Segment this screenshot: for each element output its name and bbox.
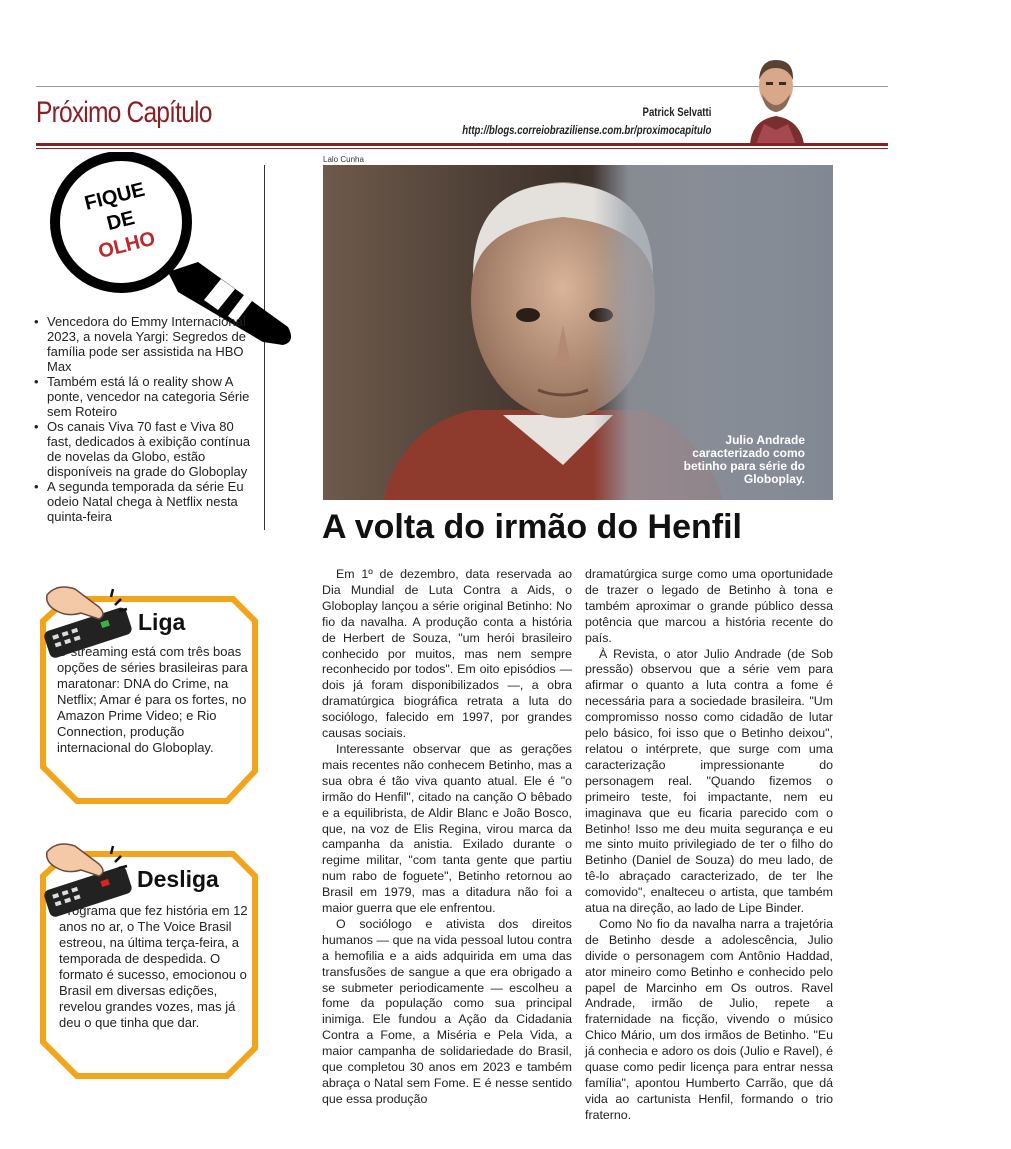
article-column-1 [322, 567, 572, 1108]
article-photo [323, 165, 833, 500]
desliga-box [37, 836, 259, 1079]
fique-list [34, 314, 256, 524]
paragraph: O sociólogo e ativista dos direitos humanos — que na vida pessoal lutou contra a hemofilia e a aids adquirida em uma das transfusões de sangue a que era obrigado a se submeter periodicamente — escolheu a fome da população como sua principal inimiga. Ele fundou a Ação da Cidadania Contra a Fome, a Miséria e Pela Vida, a maior campanha de solidariedade do Brasil, que completou 30 anos em 2023 e também abraça o Natal sem Fome. E é nesse sentido que essa produção [322, 916, 572, 1106]
desliga-body: Programa que fez história em 12 anos no ar, o The Voice Brasil estreou, na última terça-feira, a temporada de despedida. O formato é sucesso, emocionou o Brasil em diversas edições, revelou grandes vozes, mas já deu o que tinha que dar. [59, 903, 248, 1030]
section-title: Próximo Capítulo [36, 96, 212, 129]
header-rule-bottom [36, 143, 888, 146]
list-item: • Vencedora do Emmy Internacional 2023, a novela Yargi: Segredos de família pode ser assistida na HBO Max [34, 314, 256, 374]
blog-url[interactable]: http://blogs.correiobraziliense.com.br/proximocapitulo [461, 123, 711, 137]
list-item: • Também está lá o reality show A ponte, vencedor na categoria Série sem Roteiro [34, 374, 256, 419]
badge-line-1: FIQUE [82, 178, 148, 215]
liga-body: O streaming está com três boas opções de séries brasileiras para maratonar: DNA do Crime, na Netflix; Amar é para os fortes, no Amazon Prime Video; e Rio Connection, produção internacional do Globoplay. [57, 644, 248, 755]
badge-line-2: DE [104, 206, 137, 236]
paragraph: À Revista, o ator Julio Andrade (de Sob pressão) observou que a série vem para afirmar o quanto a luta contra a fome é necessária para a sociedade brasileira. "Um compromisso nosso como cidadão de lutar pelo básico, foi isso que o Betinho deixou", relatou o intérprete, que surge com uma caracterização impressionante do personagem real. "Quando fizemos o primeiro teste, foi impactante, nem eu imaginava que eu ficaria parecido com o Betinho! Isso me deu muita segurança e eu me sinto muito privilegiado de ter o filho do Betinho (Daniel de Souza) do meu lado, de tê-lo abraçado caracterizado, de ter lhe comovido", enalteceu o artista, que também atua na direção, ao lado de Lipe Binder. [585, 646, 833, 916]
paragraph: Em 1º de dezembro, data reservada ao Dia Mundial de Luta Contra a Aids, o Globoplay lançou a série original Betinho: No fio da navalha. A produção conta a história de Herbert de Souza, "um herói brasileiro conhecido por muitos, mas nem sempre reconhecido por todos". Em oito episódios — dois já foram disponibilizados —, a obra dramatúrgica biográfica retrata a luta do sociólogo, falecido em 1997, por grandes causas sociais. [322, 567, 572, 741]
liga-text [57, 644, 255, 756]
article-headline: A volta do irmão do Henfil [322, 508, 742, 546]
article-column-2 [585, 567, 833, 1124]
columnist-name: Patrick Selvatti [642, 105, 711, 119]
liga-box [37, 581, 259, 806]
list-item: • Os canais Viva 70 fast e Viva 80 fast, dedicados à exibição contínua de novelas da Globo, estão disponíveis na grade do Globoplay [34, 419, 256, 479]
paragraph: Interessante observar que as gerações mais recentes não conhecem Betinho, mas a sua obra é tão viva quanto atual. Ele é "o irmão do Henfil", citado na canção O bêbado e a equilibrista, de Aldir Blanc e João Bosco, que, na voz de Elis Regina, virou marca da campanha da anistia. Exilado durante o regime militar, "com tanta gente que partiu num rabo de foguete", Betinho retornou ao Brasil em 1979, mas a ditadura não foi a maior guerra que ele enfrentou. [322, 741, 572, 916]
badge-line-3: OLHO [96, 227, 158, 263]
photo-caption: Julio Andrade caracterizado como betinho para série do Globoplay. [683, 433, 805, 486]
desliga-title: Desliga [137, 866, 219, 892]
columnist-block [462, 105, 711, 137]
photo-credit: Lalo Cunha [323, 155, 364, 164]
list-item: • A segunda temporada da série Eu odeio Natal chega à Netflix nesta quinta-feira [34, 479, 256, 524]
paragraph: dramatúrgica surge como uma oportunidade de trazer o legado de Betinho à tona e também aproximar o grande público dessa potência que marcou a história recente do país. [585, 567, 833, 645]
header-rule-bottom-thin [36, 148, 888, 149]
columnist-avatar [742, 54, 810, 144]
liga-title: Liga [138, 609, 186, 635]
paragraph: Como No fio da navalha narra a trajetória de Betinho desde a adolescência, Julio divide o personagem com Antônio Haddad, ator mineiro como Betinho e conhecido pelo papel de Marcinho em Os outros. Ravel Andrade, irmão de Julio, repete a fraternidade na ficção, vivendo o músico Chico Mário, um dos irmãos de Betinho. "Eu já conhecia e adoro os dois (Julio e Ravel), é quase como pedir licença para entrar nessa família", apontou Humberto Carrão, que dá vida ao cartunista Henfil, formando o trio fraterno. [585, 916, 833, 1122]
desliga-text [59, 903, 257, 1031]
